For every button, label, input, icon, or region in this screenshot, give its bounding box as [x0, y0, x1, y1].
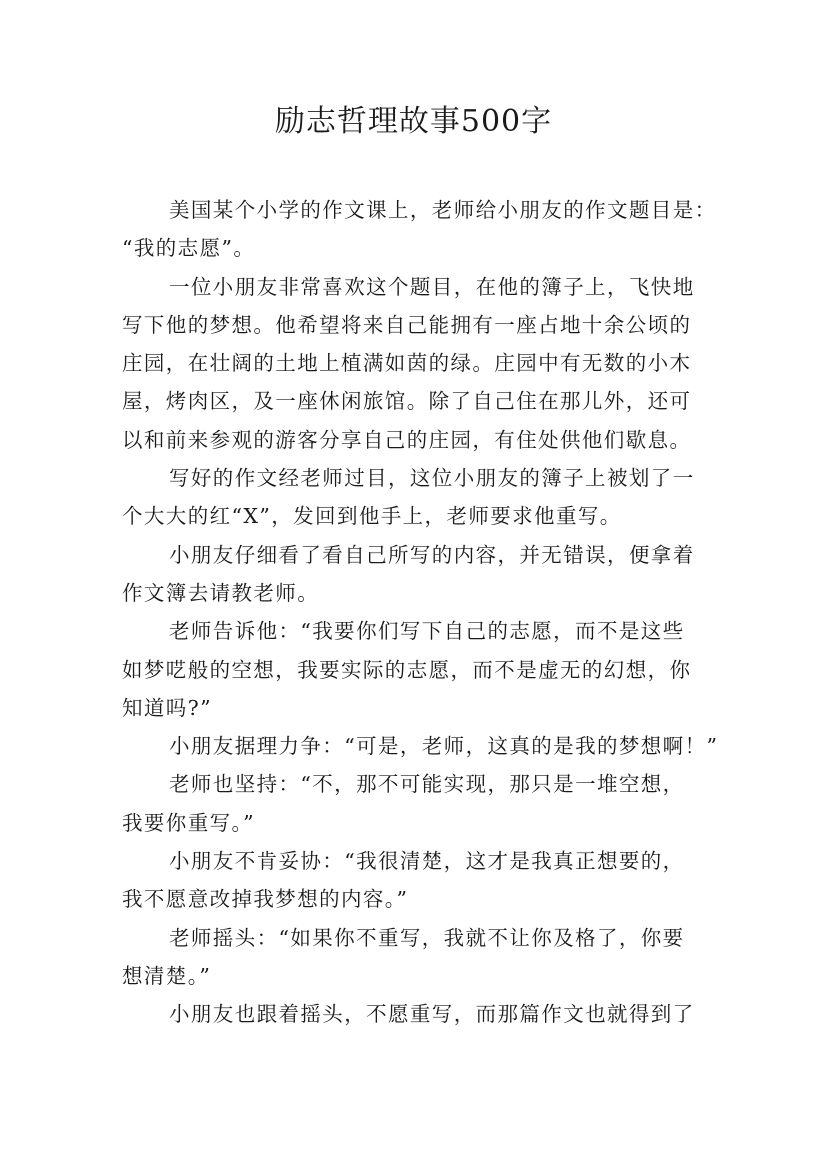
paragraph	[122, 727, 719, 765]
text-line: 我不愿意改掉我梦想的内容。”	[122, 887, 409, 912]
document-title: 励志哲理故事500字	[274, 104, 553, 139]
paragraph	[122, 191, 717, 268]
paragraph	[122, 536, 712, 613]
text-line: 写好的作文经老师过目，这位小朋友的簿子上被划了一	[169, 466, 695, 491]
paragraph	[122, 612, 712, 727]
text-line: 我要你重写。”	[122, 810, 256, 835]
text-line: 写下他的梦想。他希望将来自己能拥有一座占地十余公顷的	[122, 312, 692, 337]
paragraph	[122, 459, 712, 536]
text-line: 知道吗?”	[122, 695, 212, 720]
text-line: 小朋友仔细看了看自己所写的内容，并无错误，便拿着	[169, 542, 695, 567]
text-line: 屋，烤肉区，及一座休闲旅馆。除了自己住在那儿外，还可	[122, 389, 692, 414]
paragraph	[122, 995, 712, 1033]
text-line: 想清楚。”	[122, 963, 212, 988]
text-line: 如梦呓般的空想，我要实际的志愿，而不是虚无的幻想，你	[122, 657, 692, 682]
text-line: 作文簿去请教老师。	[122, 580, 320, 605]
paragraph	[122, 919, 712, 996]
text-line: “我的志愿”。	[122, 236, 256, 261]
text-line: 庄园，在壮阔的土地上植满如茵的绿。庄园中有无数的小木	[122, 351, 692, 376]
text-line: 老师告诉他：“我要你们写下自己的志愿，而不是这些	[169, 619, 685, 644]
text-line: 老师也坚持：“不，那不可能实现，那只是一堆空想，	[169, 772, 685, 797]
paragraph	[122, 268, 712, 459]
text-line: 小朋友据理力争：“可是，老师，这真的是我的梦想啊！”	[169, 734, 719, 759]
paragraph	[122, 765, 712, 842]
paragraph	[122, 842, 712, 919]
document-body	[122, 191, 719, 1034]
text-line: 以和前来参观的游客分享自己的庄园，有住处供他们歇息。	[122, 427, 692, 452]
text-line: 小朋友也跟着摇头，不愿重写，而那篇作文也就得到了	[169, 1002, 695, 1027]
text-line: 老师摇头：“如果你不重写，我就不让你及格了，你要	[169, 925, 685, 950]
text-line: 一位小朋友非常喜欢这个题目，在他的簿子上，飞快地	[169, 274, 695, 299]
text-line: 小朋友不肯妥协：“我很清楚，这才是我真正想要的，	[169, 849, 685, 874]
text-line: 个大大的红“X”，发回到他手上，老师要求他重写。	[122, 504, 622, 529]
text-line: 美国某个小学的作文课上，老师给小朋友的作文题目是：	[169, 198, 717, 222]
